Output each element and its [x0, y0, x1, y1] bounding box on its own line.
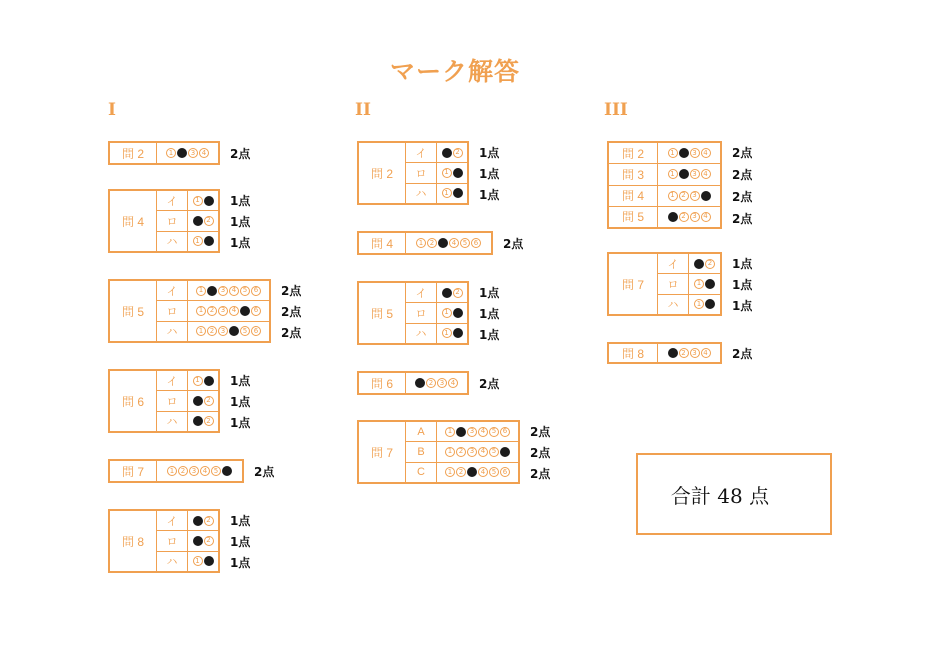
answer-bubble: 3 [467, 427, 477, 437]
answer-rows [406, 422, 518, 482]
bubble-group [157, 461, 242, 481]
answer-bubble: 4 [478, 467, 488, 477]
sub-question-label: B [406, 442, 437, 461]
question-label: 問 5 [359, 283, 406, 343]
answer-bubble: 2 [204, 416, 214, 426]
sub-question-label: イ [157, 191, 188, 210]
section-heading-1: I [108, 100, 116, 120]
answer-bubble: 2 [453, 148, 463, 158]
answer-bubble: 4 [229, 286, 239, 296]
answer-rows [157, 191, 218, 251]
sub-question-label: ロ [157, 301, 188, 320]
answer-bubble: 4 [449, 238, 459, 248]
filled-bubble [204, 236, 214, 246]
answer-bubble: 4 [701, 169, 711, 179]
answer-bubble: 5 [211, 466, 221, 476]
answer-rows [157, 143, 218, 163]
answer-row [157, 530, 218, 550]
bubble-group [689, 254, 720, 273]
points-label: 1点 [479, 307, 500, 321]
answer-bubble: 6 [251, 326, 261, 336]
question-box [357, 141, 469, 205]
sub-question-label: ハ [157, 322, 188, 341]
answer-bubble: 2 [679, 212, 689, 222]
answer-row [406, 373, 467, 393]
filled-bubble [438, 238, 448, 248]
points-label: 2点 [530, 424, 551, 439]
answer-bubble: 4 [701, 212, 711, 222]
filled-bubble [456, 427, 466, 437]
answer-row [157, 281, 269, 300]
answer-bubble: 2 [427, 238, 437, 248]
sub-question-label: イ [157, 281, 188, 300]
answer-rows [658, 344, 720, 362]
sub-question-label: C [406, 463, 437, 482]
points-label: 2点 [254, 465, 275, 479]
bubble-group [188, 511, 218, 530]
sub-question-label: ロ [406, 163, 437, 182]
filled-bubble [204, 376, 214, 386]
answer-bubble: 6 [500, 427, 510, 437]
sub-question-label: ハ [157, 232, 188, 251]
answer-bubble: 3 [690, 348, 700, 358]
question-label: 問 3 [609, 164, 658, 184]
answer-row [406, 143, 467, 162]
answer-row [658, 254, 720, 273]
answer-bubble: 1 [196, 326, 206, 336]
filled-bubble [453, 168, 463, 178]
sub-question-label: ハ [157, 552, 188, 571]
filled-bubble [679, 148, 689, 158]
answer-rows [157, 281, 269, 341]
sub-question-label: イ [157, 511, 188, 530]
points-label: 1点 [479, 188, 500, 203]
answer-rows [157, 461, 242, 481]
points-label: 2点 [732, 146, 753, 160]
answer-bubble: 1 [167, 466, 177, 476]
answer-bubble: 1 [668, 148, 678, 158]
points-label: 2点 [281, 305, 302, 319]
points-label: 2点 [479, 377, 500, 391]
answer-bubble: 4 [701, 348, 711, 358]
answer-bubble: 1 [694, 299, 704, 309]
bubble-group [188, 531, 218, 550]
points-label: 1点 [479, 167, 500, 181]
question-label: 問 2 [110, 143, 157, 163]
answer-bubble: 1 [193, 196, 203, 206]
answer-row [157, 390, 218, 410]
question-label: 問 4 [609, 186, 658, 206]
answer-bubble: 1 [445, 467, 455, 477]
bubble-group [188, 552, 218, 571]
question-box [357, 420, 520, 484]
filled-bubble [240, 306, 250, 316]
points-label: 2点 [530, 446, 551, 460]
bubble-group [437, 283, 467, 302]
answer-bubble: 3 [218, 326, 228, 336]
points-label: 2点 [732, 168, 753, 182]
bubble-group [437, 163, 467, 182]
answer-bubble: 3 [690, 148, 700, 158]
answer-row [406, 323, 467, 343]
answer-rows [406, 143, 467, 203]
filled-bubble [193, 416, 203, 426]
answer-bubble: 3 [690, 212, 700, 222]
question-label: 問 5 [110, 281, 157, 341]
bubble-group [437, 184, 467, 203]
sub-question-label: ロ [406, 303, 437, 322]
answer-bubble: 4 [200, 466, 210, 476]
filled-bubble [500, 447, 510, 457]
answer-bubble: 4 [701, 148, 711, 158]
sub-question-label: ロ [157, 531, 188, 550]
question-box [108, 189, 220, 253]
question-box [108, 369, 220, 433]
answer-bubble: 4 [229, 306, 239, 316]
answer-bubble: 4 [478, 447, 488, 457]
answer-rows [658, 254, 720, 314]
answer-row [658, 273, 720, 293]
points-label: 1点 [479, 328, 500, 343]
answer-bubble: 1 [196, 286, 206, 296]
answer-bubble: 2 [453, 288, 463, 298]
answer-rows [157, 511, 218, 571]
answer-bubble: 1 [416, 238, 426, 248]
answer-row [406, 462, 518, 482]
answer-row [157, 210, 218, 230]
answer-row [157, 411, 218, 431]
answer-bubble: 1 [442, 188, 452, 198]
total-box [636, 453, 832, 535]
answer-bubble: 2 [204, 516, 214, 526]
points-label: 1点 [732, 278, 753, 292]
points-label: 1点 [479, 285, 500, 300]
filled-bubble [193, 536, 203, 546]
answer-bubble: 3 [690, 169, 700, 179]
filled-bubble [694, 259, 704, 269]
answer-bubble: 4 [199, 148, 209, 158]
filled-bubble [204, 556, 214, 566]
answer-bubble: 1 [442, 308, 452, 318]
filled-bubble [467, 467, 477, 477]
sub-question-label: A [406, 422, 437, 441]
filled-bubble [453, 188, 463, 198]
answer-row [406, 422, 518, 441]
bubble-group [437, 463, 518, 482]
answer-bubble: 4 [478, 427, 488, 437]
answer-row [157, 231, 218, 251]
answer-bubble: 1 [442, 328, 452, 338]
answer-bubble: 1 [694, 279, 704, 289]
answer-row [157, 461, 242, 481]
bubble-group [188, 391, 218, 410]
sub-question-label: イ [406, 143, 437, 162]
points-label: 2点 [732, 212, 753, 226]
answer-bubble: 5 [489, 447, 499, 457]
bubble-group [406, 233, 491, 253]
filled-bubble [679, 169, 689, 179]
answer-bubble: 1 [445, 447, 455, 457]
answer-bubble: 3 [218, 306, 228, 316]
answer-bubble: 5 [489, 467, 499, 477]
bubble-group [437, 303, 467, 322]
sub-question-label: イ [406, 283, 437, 302]
answer-rows [406, 233, 491, 253]
answer-bubble: 2 [426, 378, 436, 388]
answer-bubble: 2 [178, 466, 188, 476]
sub-question-label: ハ [658, 295, 689, 314]
answer-row [406, 183, 467, 203]
question-group-box [607, 141, 722, 229]
answer-bubble: 3 [690, 191, 700, 201]
filled-bubble [222, 466, 232, 476]
answer-rows [406, 283, 467, 343]
bubble-group [658, 164, 720, 184]
filled-bubble [442, 288, 452, 298]
filled-bubble [193, 396, 203, 406]
answer-rows [157, 371, 218, 431]
answer-row [157, 371, 218, 390]
answer-bubble: 1 [193, 556, 203, 566]
points-label: 1点 [732, 299, 753, 314]
question-box [108, 279, 271, 343]
question-box [357, 281, 469, 345]
answer-row [406, 283, 467, 302]
answer-row [406, 162, 467, 182]
answer-bubble: 1 [442, 168, 452, 178]
filled-bubble [207, 286, 217, 296]
answer-bubble: 5 [489, 427, 499, 437]
answer-bubble: 2 [207, 306, 217, 316]
bubble-group [188, 322, 269, 341]
question-box [607, 342, 722, 364]
filled-bubble [705, 299, 715, 309]
question-label: 問 4 [359, 233, 406, 253]
question-box [108, 141, 220, 165]
section-heading-2: II [355, 100, 371, 120]
answer-bubble: 5 [460, 238, 470, 248]
answer-bubble: 1 [166, 148, 176, 158]
answer-bubble: 2 [705, 259, 715, 269]
answer-row [157, 321, 269, 341]
points-label: 1点 [230, 236, 251, 251]
bubble-group [437, 442, 518, 461]
answer-bubble: 1 [668, 169, 678, 179]
answer-bubble: 2 [207, 326, 217, 336]
question-label: 問 7 [359, 422, 406, 482]
answer-bubble: 2 [204, 216, 214, 226]
question-label: 問 2 [609, 143, 658, 163]
question-label: 問 6 [359, 373, 406, 393]
points-label: 2点 [732, 190, 753, 204]
answer-bubble: 6 [251, 306, 261, 316]
filled-bubble [701, 191, 711, 201]
points-label: 2点 [503, 237, 524, 251]
question-label: 問 8 [609, 344, 658, 362]
answer-row [157, 191, 218, 210]
filled-bubble [229, 326, 239, 336]
question-row [609, 143, 720, 163]
points-label: 1点 [732, 256, 753, 271]
answer-bubble: 1 [193, 236, 203, 246]
answer-bubble: 4 [448, 378, 458, 388]
bubble-group [188, 281, 269, 300]
sub-question-label: ロ [157, 391, 188, 410]
question-row [609, 163, 720, 184]
filled-bubble [668, 348, 678, 358]
answer-bubble: 1 [445, 427, 455, 437]
answer-row [406, 233, 491, 253]
total-score: 合計 48 点 [670, 483, 770, 508]
question-label: 問 7 [609, 254, 658, 314]
answer-bubble: 2 [456, 447, 466, 457]
answer-bubble: 5 [240, 286, 250, 296]
filled-bubble [705, 279, 715, 289]
bubble-group [658, 207, 720, 227]
answer-bubble: 2 [204, 396, 214, 406]
answer-bubble: 2 [679, 191, 689, 201]
answer-bubble: 2 [679, 348, 689, 358]
question-box [108, 459, 244, 483]
bubble-group [157, 143, 218, 163]
question-label: 問 7 [110, 461, 157, 481]
sub-question-label: ハ [406, 184, 437, 203]
question-row [609, 185, 720, 206]
answer-row [658, 344, 720, 362]
answer-bubble: 3 [467, 447, 477, 457]
bubble-group [437, 422, 518, 441]
question-box [607, 252, 722, 316]
question-label: 問 5 [609, 207, 658, 227]
bubble-group [188, 301, 269, 320]
points-label: 2点 [281, 283, 302, 298]
question-label: 問 4 [110, 191, 157, 251]
points-label: 1点 [230, 416, 251, 431]
question-label: 問 8 [110, 511, 157, 571]
filled-bubble [204, 196, 214, 206]
points-label: 1点 [230, 395, 251, 409]
filled-bubble [193, 516, 203, 526]
answer-bubble: 6 [471, 238, 481, 248]
question-row [609, 206, 720, 227]
bubble-group [689, 295, 720, 314]
sub-question-label: ロ [157, 211, 188, 230]
question-box [357, 371, 469, 395]
bubble-group [188, 211, 218, 230]
answer-bubble: 3 [189, 466, 199, 476]
filled-bubble [177, 148, 187, 158]
points-label: 1点 [479, 145, 500, 160]
answer-bubble: 3 [218, 286, 228, 296]
bubble-group [188, 191, 218, 210]
filled-bubble [453, 308, 463, 318]
points-label: 1点 [230, 513, 251, 528]
sub-question-label: イ [157, 371, 188, 390]
points-label: 1点 [230, 556, 251, 571]
sub-question-label: ハ [157, 412, 188, 431]
question-box [357, 231, 493, 255]
answer-bubble: 3 [188, 148, 198, 158]
answer-bubble: 6 [251, 286, 261, 296]
question-label: 問 2 [359, 143, 406, 203]
answer-bubble: 3 [437, 378, 447, 388]
answer-row [157, 551, 218, 571]
filled-bubble [442, 148, 452, 158]
answer-rows [406, 373, 467, 393]
bubble-group [437, 324, 467, 343]
answer-bubble: 1 [193, 376, 203, 386]
bubble-group [188, 232, 218, 251]
answer-bubble: 1 [196, 306, 206, 316]
bubble-group [689, 274, 720, 293]
points-label: 1点 [230, 215, 251, 229]
answer-row [157, 300, 269, 320]
answer-bubble: 6 [500, 467, 510, 477]
question-box [108, 509, 220, 573]
sub-question-label: イ [658, 254, 689, 273]
answer-row [406, 441, 518, 461]
page-title: マーク解答 [389, 57, 520, 86]
bubble-group [188, 412, 218, 431]
answer-bubble: 2 [204, 536, 214, 546]
answer-bubble: 1 [668, 191, 678, 201]
points-label: 1点 [230, 193, 251, 208]
answer-bubble: 5 [240, 326, 250, 336]
bubble-group [658, 143, 720, 163]
bubble-group [437, 143, 467, 162]
points-label: 1点 [230, 373, 251, 388]
points-label: 2点 [732, 347, 753, 361]
filled-bubble [453, 328, 463, 338]
bubble-group [658, 344, 720, 362]
sub-question-label: ハ [406, 324, 437, 343]
bubble-group [658, 186, 720, 206]
points-label: 2点 [530, 467, 551, 482]
points-label: 1点 [230, 535, 251, 549]
bubble-group [406, 373, 467, 393]
bubble-group [188, 371, 218, 390]
answer-row [406, 302, 467, 322]
answer-bubble: 2 [456, 467, 466, 477]
points-label: 2点 [230, 147, 251, 161]
answer-row [157, 511, 218, 530]
sub-question-label: ロ [658, 274, 689, 293]
section-heading-3: III [604, 100, 628, 120]
filled-bubble [415, 378, 425, 388]
answer-row [658, 294, 720, 314]
points-label: 2点 [281, 326, 302, 341]
question-label: 問 6 [110, 371, 157, 431]
answer-row [157, 143, 218, 163]
filled-bubble [193, 216, 203, 226]
filled-bubble [668, 212, 678, 222]
